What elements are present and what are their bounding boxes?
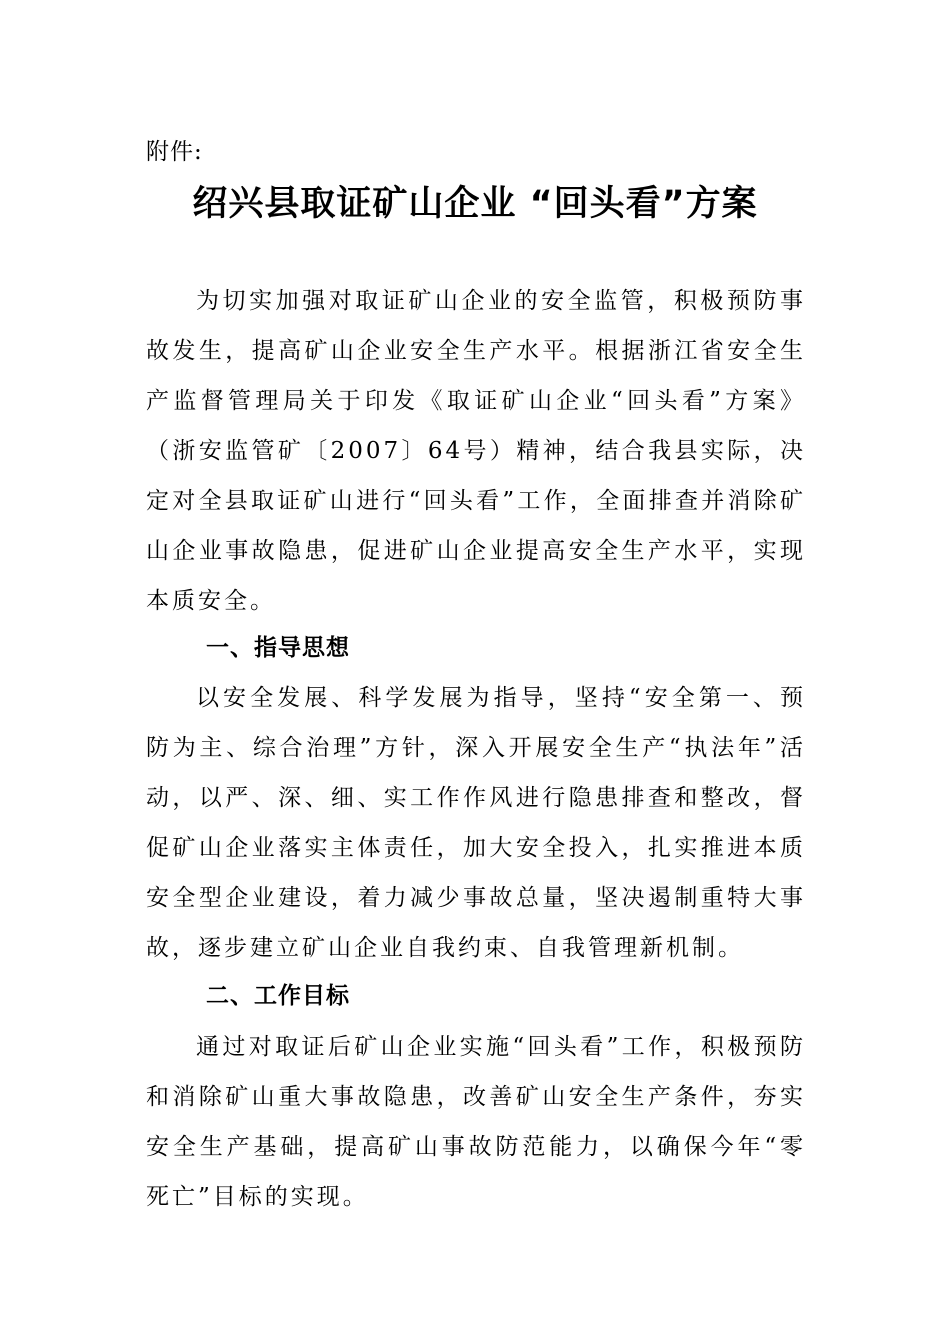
section-heading-guiding-principle: 一、指导思想 <box>206 635 350 661</box>
section-heading-work-goal: 二、工作目标 <box>206 983 350 1009</box>
guiding-principle-text: 以安全发展、科学发展为指导，坚持“安全第一、预防为主、综合治理”方针，深入开展安全生产“执法年”活动，以严、深、细、实工作作风进行隐患排查和整改，督促矿山企业落实主体责任，加大安全投入，扎实推进本质安全型企业建设，着力减少事故总量，坚决遏制重特大事故，逐步建立矿山企业自我约束、自我管理新机制。 <box>146 685 806 961</box>
work-goal-text: 通过对取证后矿山企业实施“回头看”工作，积极预防和消除矿山重大事故隐患，改善矿山安全生产条件，夯实安全生产基础，提高矿山事故防范能力，以确保今年“零死亡”目标的实现。 <box>146 1034 806 1210</box>
work-goal-paragraph <box>146 1022 806 1222</box>
document-title: 绍兴县取证矿山企业 “回头看”方案 <box>192 184 758 224</box>
guiding-principle-paragraph <box>146 673 806 973</box>
intro-paragraph-text: 为切实加强对取证矿山企业的安全监管，积极预防事故发生，提高矿山企业安全生产水平。根据浙江省安全生产监督管理局关于印发《取证矿山企业“回头看”方案》（浙安监管矿〔2007〕64号）精神，结合我县实际，决定对全县取证矿山进行“回头看”工作，全面排查并消除矿山企业事故隐患，促进矿山企业提高安全生产水平，实现本质安全。 <box>146 288 806 614</box>
intro-paragraph <box>146 276 806 626</box>
attachment-label: 附件: <box>146 139 203 165</box>
